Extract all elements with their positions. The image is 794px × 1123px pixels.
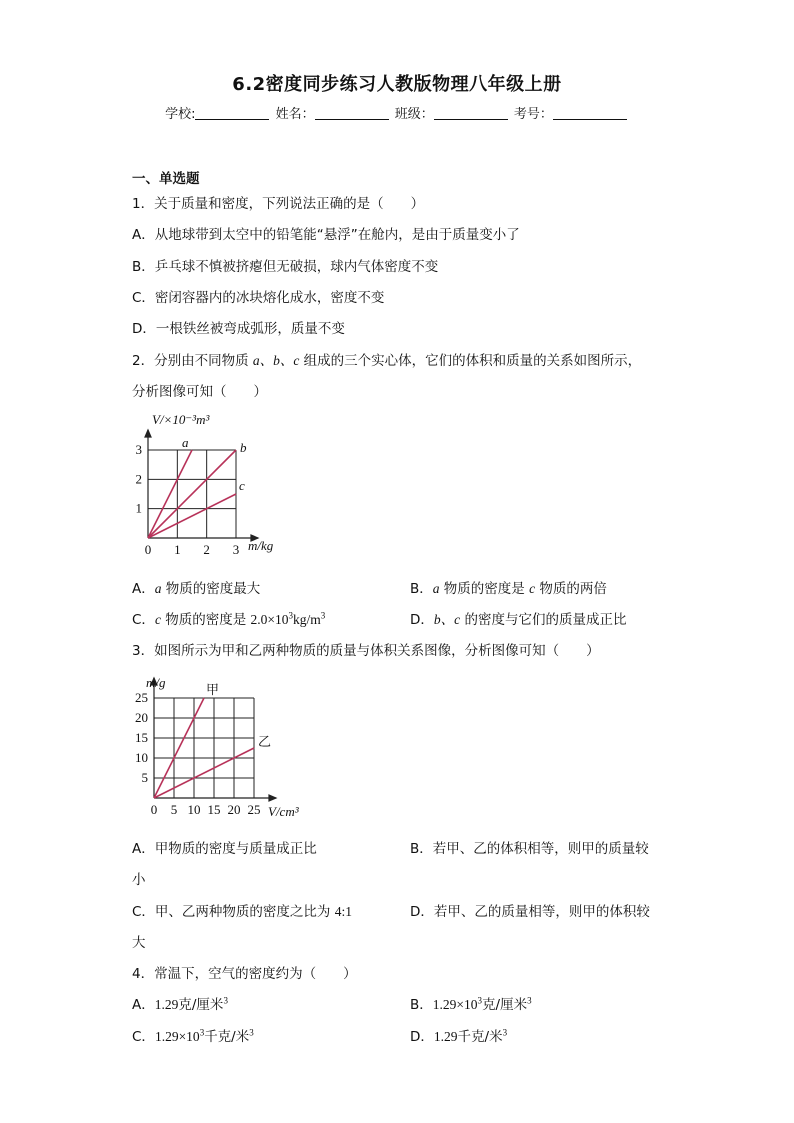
c3-x-tick-1: 5 [170, 802, 178, 817]
q1-option-c[interactable]: C．密闭容器内的冰块熔化成水，密度不变 [132, 290, 385, 306]
q3-option-b[interactable]: B．若甲、乙的体积相等，则甲的质量较 [410, 841, 649, 857]
q1-option-b[interactable]: B．乒乓球不慎被挤瘪但无破损，球内气体密度不变 [132, 259, 439, 275]
q4-option-c[interactable]: C．$1.29\times 10^3$千克/米$^3$ [132, 1027, 254, 1045]
c2-series-0-line [148, 450, 192, 538]
section-title: 一、单选题 [132, 171, 200, 187]
c2-series-label-c: c [239, 478, 245, 493]
c3-x-tick-0: 0 [150, 802, 158, 817]
q2-series [148, 450, 236, 538]
c3-x-tick-5: 25 [247, 802, 261, 817]
school-blank[interactable] [195, 107, 269, 120]
page-title: 6.2密度同步练习人教版物理八年级上册 [232, 74, 562, 95]
c2-y-tick-2: 3 [135, 442, 142, 457]
c2-y-tick-1: 2 [135, 471, 142, 487]
c3-y-tick-1: 10 [135, 750, 148, 765]
c2-x-tick-1: 1 [174, 542, 181, 557]
c2-x-tick-0: 0 [144, 542, 152, 557]
c3-series-label-jia: 甲 [206, 682, 220, 697]
c2-series-1-line [148, 450, 236, 538]
class-blank[interactable] [434, 107, 508, 120]
exam-number-label: 考号： [513, 107, 553, 122]
q3-stem: 3．如图所示为甲和乙两种物质的质量与体积关系图像，分析图像可知（ ） [132, 643, 600, 659]
c3-x-tick-2: 10 [187, 802, 201, 817]
q3-option-c[interactable]: C．甲、乙两种物质的密度之比为 4:1 [132, 904, 352, 920]
q4-option-b[interactable]: B．$1.29\times 10^3$克/厘米$^3$ [410, 995, 532, 1013]
q3-series [154, 698, 254, 798]
q4-option-d[interactable]: D．1.29千克/米$^3$ [410, 1027, 508, 1045]
c3-x-arrow [269, 795, 276, 801]
c2-x-axis-label: m/kg [248, 538, 274, 553]
q3-option-a[interactable]: A．甲物质的密度与质量成正比 [132, 841, 317, 857]
q3-option-d-continued: 大 [132, 935, 146, 951]
c2-x-tick-2: 2 [203, 542, 210, 557]
q3-grid [154, 698, 254, 798]
c3-y-tick-0: 5 [141, 770, 148, 785]
c2-x-tick-3: 3 [232, 542, 240, 557]
q1-stem: 1．关于质量和密度，下列说法正确的是（ ） [132, 196, 425, 212]
q4-stem: 4．常温下，空气的密度约为（ ） [132, 966, 357, 982]
c3-series-0-line [154, 698, 204, 798]
c3-x-tick-4: 20 [227, 802, 241, 817]
c3-series-label-yi: 乙 [258, 734, 272, 749]
c2-series-2-line [148, 494, 236, 538]
q2-option-d[interactable]: D．b、c 的密度与它们的质量成正比 [410, 612, 627, 628]
q2-option-b[interactable]: B．a 物质的密度是 c 物质的两倍 [410, 581, 607, 597]
q4-option-a[interactable]: A．1.29克/厘米$^3$ [132, 995, 228, 1013]
c3-x-tick-3: 15 [207, 802, 221, 817]
q3-chart [128, 670, 318, 822]
c3-x-axis-label: V/cm³ [268, 804, 299, 819]
c2-y-tick-0: 1 [135, 500, 142, 516]
c3-y-tick-2: 15 [135, 730, 148, 745]
c2-y-axis-label: V/×10⁻³m³ [152, 412, 210, 427]
q2-stem-line1: 2．分别由不同物质 a、b、c 组成的三个实心体，它们的体积和质量的关系如图所示， [132, 353, 642, 369]
q3-option-d[interactable]: D．若甲、乙的质量相等，则甲的体积较 [410, 904, 650, 920]
c3-y-axis-label: m/g [146, 675, 166, 690]
q2-option-c[interactable]: C．c 物质的密度是 $2.0\times 10^3kg/m^3$ [132, 610, 326, 628]
name-blank[interactable] [315, 107, 389, 120]
class-label: 班级： [394, 107, 434, 122]
c3-y-tick-4: 25 [135, 690, 148, 705]
q1-option-a[interactable]: A．从地球带到太空中的铅笔能“悬浮”在舱内，是由于质量变小了 [132, 227, 520, 243]
c3-series-1-line [154, 748, 254, 798]
q2-option-a[interactable]: A．a 物质的密度最大 [132, 581, 261, 597]
c2-series-label-b: b [240, 440, 247, 455]
school-label: 学校: [165, 107, 196, 122]
c2-y-arrow [145, 430, 151, 437]
q2-vars: a、b、c [252, 353, 300, 368]
q1-option-d[interactable]: D．一根铁丝被弯成弧形，质量不变 [132, 321, 345, 337]
q3-option-b-continued: 小 [132, 872, 146, 888]
c3-y-tick-3: 20 [135, 710, 148, 725]
student-info-line [0, 103, 794, 122]
name-label: 姓名： [275, 107, 315, 122]
q2-stem-line2: 分析图像可知（ ） [132, 384, 267, 400]
c2-series-label-a: a [182, 435, 189, 450]
exam-number-blank[interactable] [553, 107, 627, 120]
q2-chart [128, 408, 298, 558]
